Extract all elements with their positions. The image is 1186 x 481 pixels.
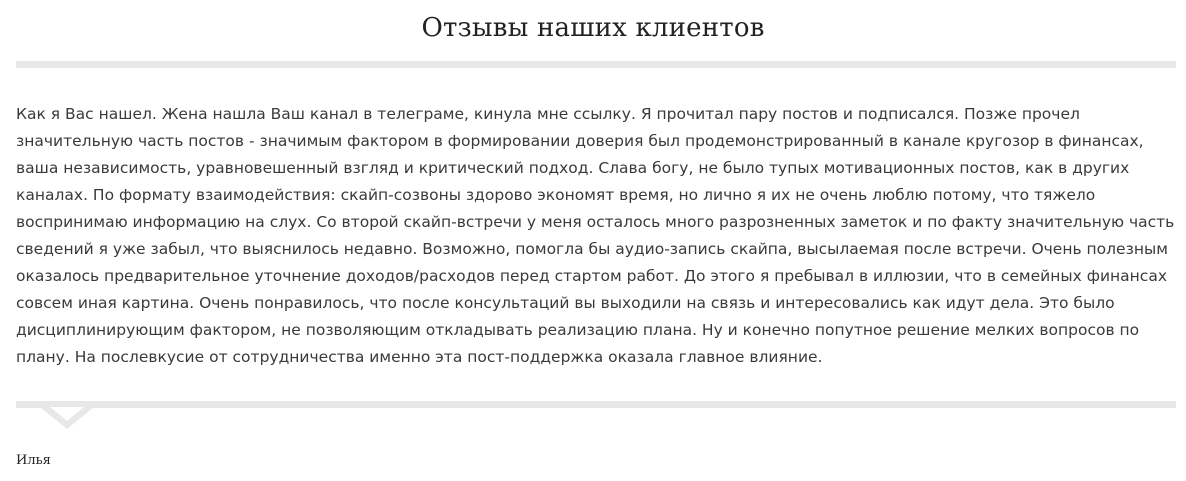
page-title: Отзывы наших клиентов — [421, 13, 765, 43]
top-divider — [16, 61, 1176, 68]
speech-pointer-icon — [40, 407, 94, 429]
review-author: Илья — [16, 453, 51, 468]
review-text: Как я Вас нашел. Жена нашла Ваш канал в телеграме, кинула мне ссылку. Я прочитал пару постов и подписался. Позже прочел значительную часть постов - значимым фактором в формировании доверия был продемонстрированный в канале кругозор в финансах, ваша независимость, уравновешенный взгляд и критический подход. Слава богу, не было тупых мотивационных постов, как в других каналах. По формату взаимодействия: скайп-созвоны здорово экономят время, но лично я их не очень люблю потому, что тяжело воспринимаю информацию на слух. Со второй скайп-встречи у меня осталось много разрозненных заметок и по факту значительную часть сведений я уже забыл, что выяснилось недавно. Возможно, помогла бы аудио-запись скайпа, высылаемая после встречи. Очень полезным оказалось предварительное уточнение доходов/расходов перед стартом работ. До этого я пребывал в иллюзии, что в семейных финансах совсем иная картина. Очень понравилось, что после консультаций вы выходили на связь и интересовались как идут дела. Это было дисциплинирующим фактором, не позволяющим откладывать реализацию плана. Ну и конечно попутное решение мелких вопросов по плану. На послевкусие от сотрудничества именно эта пост-поддержка оказала главное влияние. — [16, 105, 1175, 366]
bottom-divider — [16, 401, 1176, 408]
